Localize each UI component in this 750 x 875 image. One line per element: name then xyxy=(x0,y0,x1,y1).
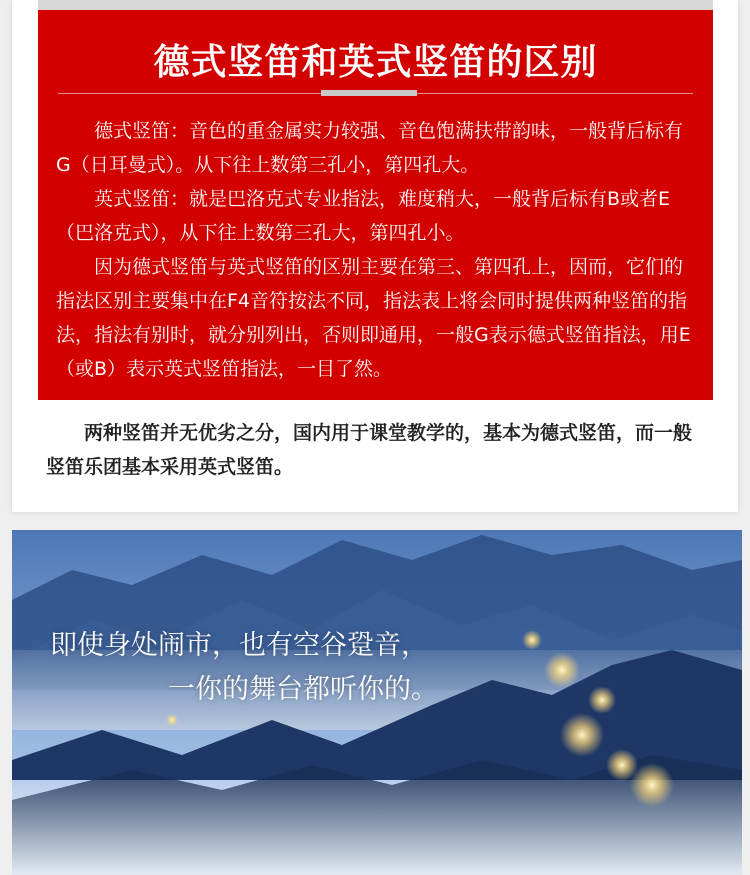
description-text xyxy=(56,114,696,386)
banner-image xyxy=(12,530,742,875)
banner-caption-line2: 一你的舞台都听你的。 xyxy=(168,674,438,705)
banner-caption-line1: 即使身处闹市，也有空谷跫音， xyxy=(50,630,428,661)
paragraph-difference: 因为德式竖笛与英式竖笛的区别主要在第三、第四孔上，因而，它们的指法区别主要集中在F4音符按法不同，指法表上将会同时提供两种竖笛的指法，指法有别时，就分别列出，否则即通用，一般G表示德式竖笛指法，用E（或B）表示英式竖笛指法，一目了然。 xyxy=(56,256,691,380)
title-divider-accent xyxy=(321,90,417,96)
top-strip xyxy=(38,0,713,10)
summary-text xyxy=(46,416,706,484)
paragraph-german: 德式竖笛：音色的重金属实力较强、音色饱满扶带韵味，一般背后标有G（日耳曼式）。从下往上数第三孔小，第四孔大。 xyxy=(56,120,684,176)
section-title: 德式竖笛和英式竖笛的区别 xyxy=(153,41,598,83)
summary-paragraph: 两种竖笛并无优劣之分，国内用于课堂教学的，基本为德式竖笛，而一般竖笛乐团基本采用英式竖笛。 xyxy=(46,422,693,478)
paragraph-english: 英式竖笛：就是巴洛克式专业指法，难度稍大，一般背后标有B或者E（巴洛克式），从下往上数第三孔大，第四孔小。 xyxy=(56,188,671,244)
info-panel xyxy=(38,10,713,400)
